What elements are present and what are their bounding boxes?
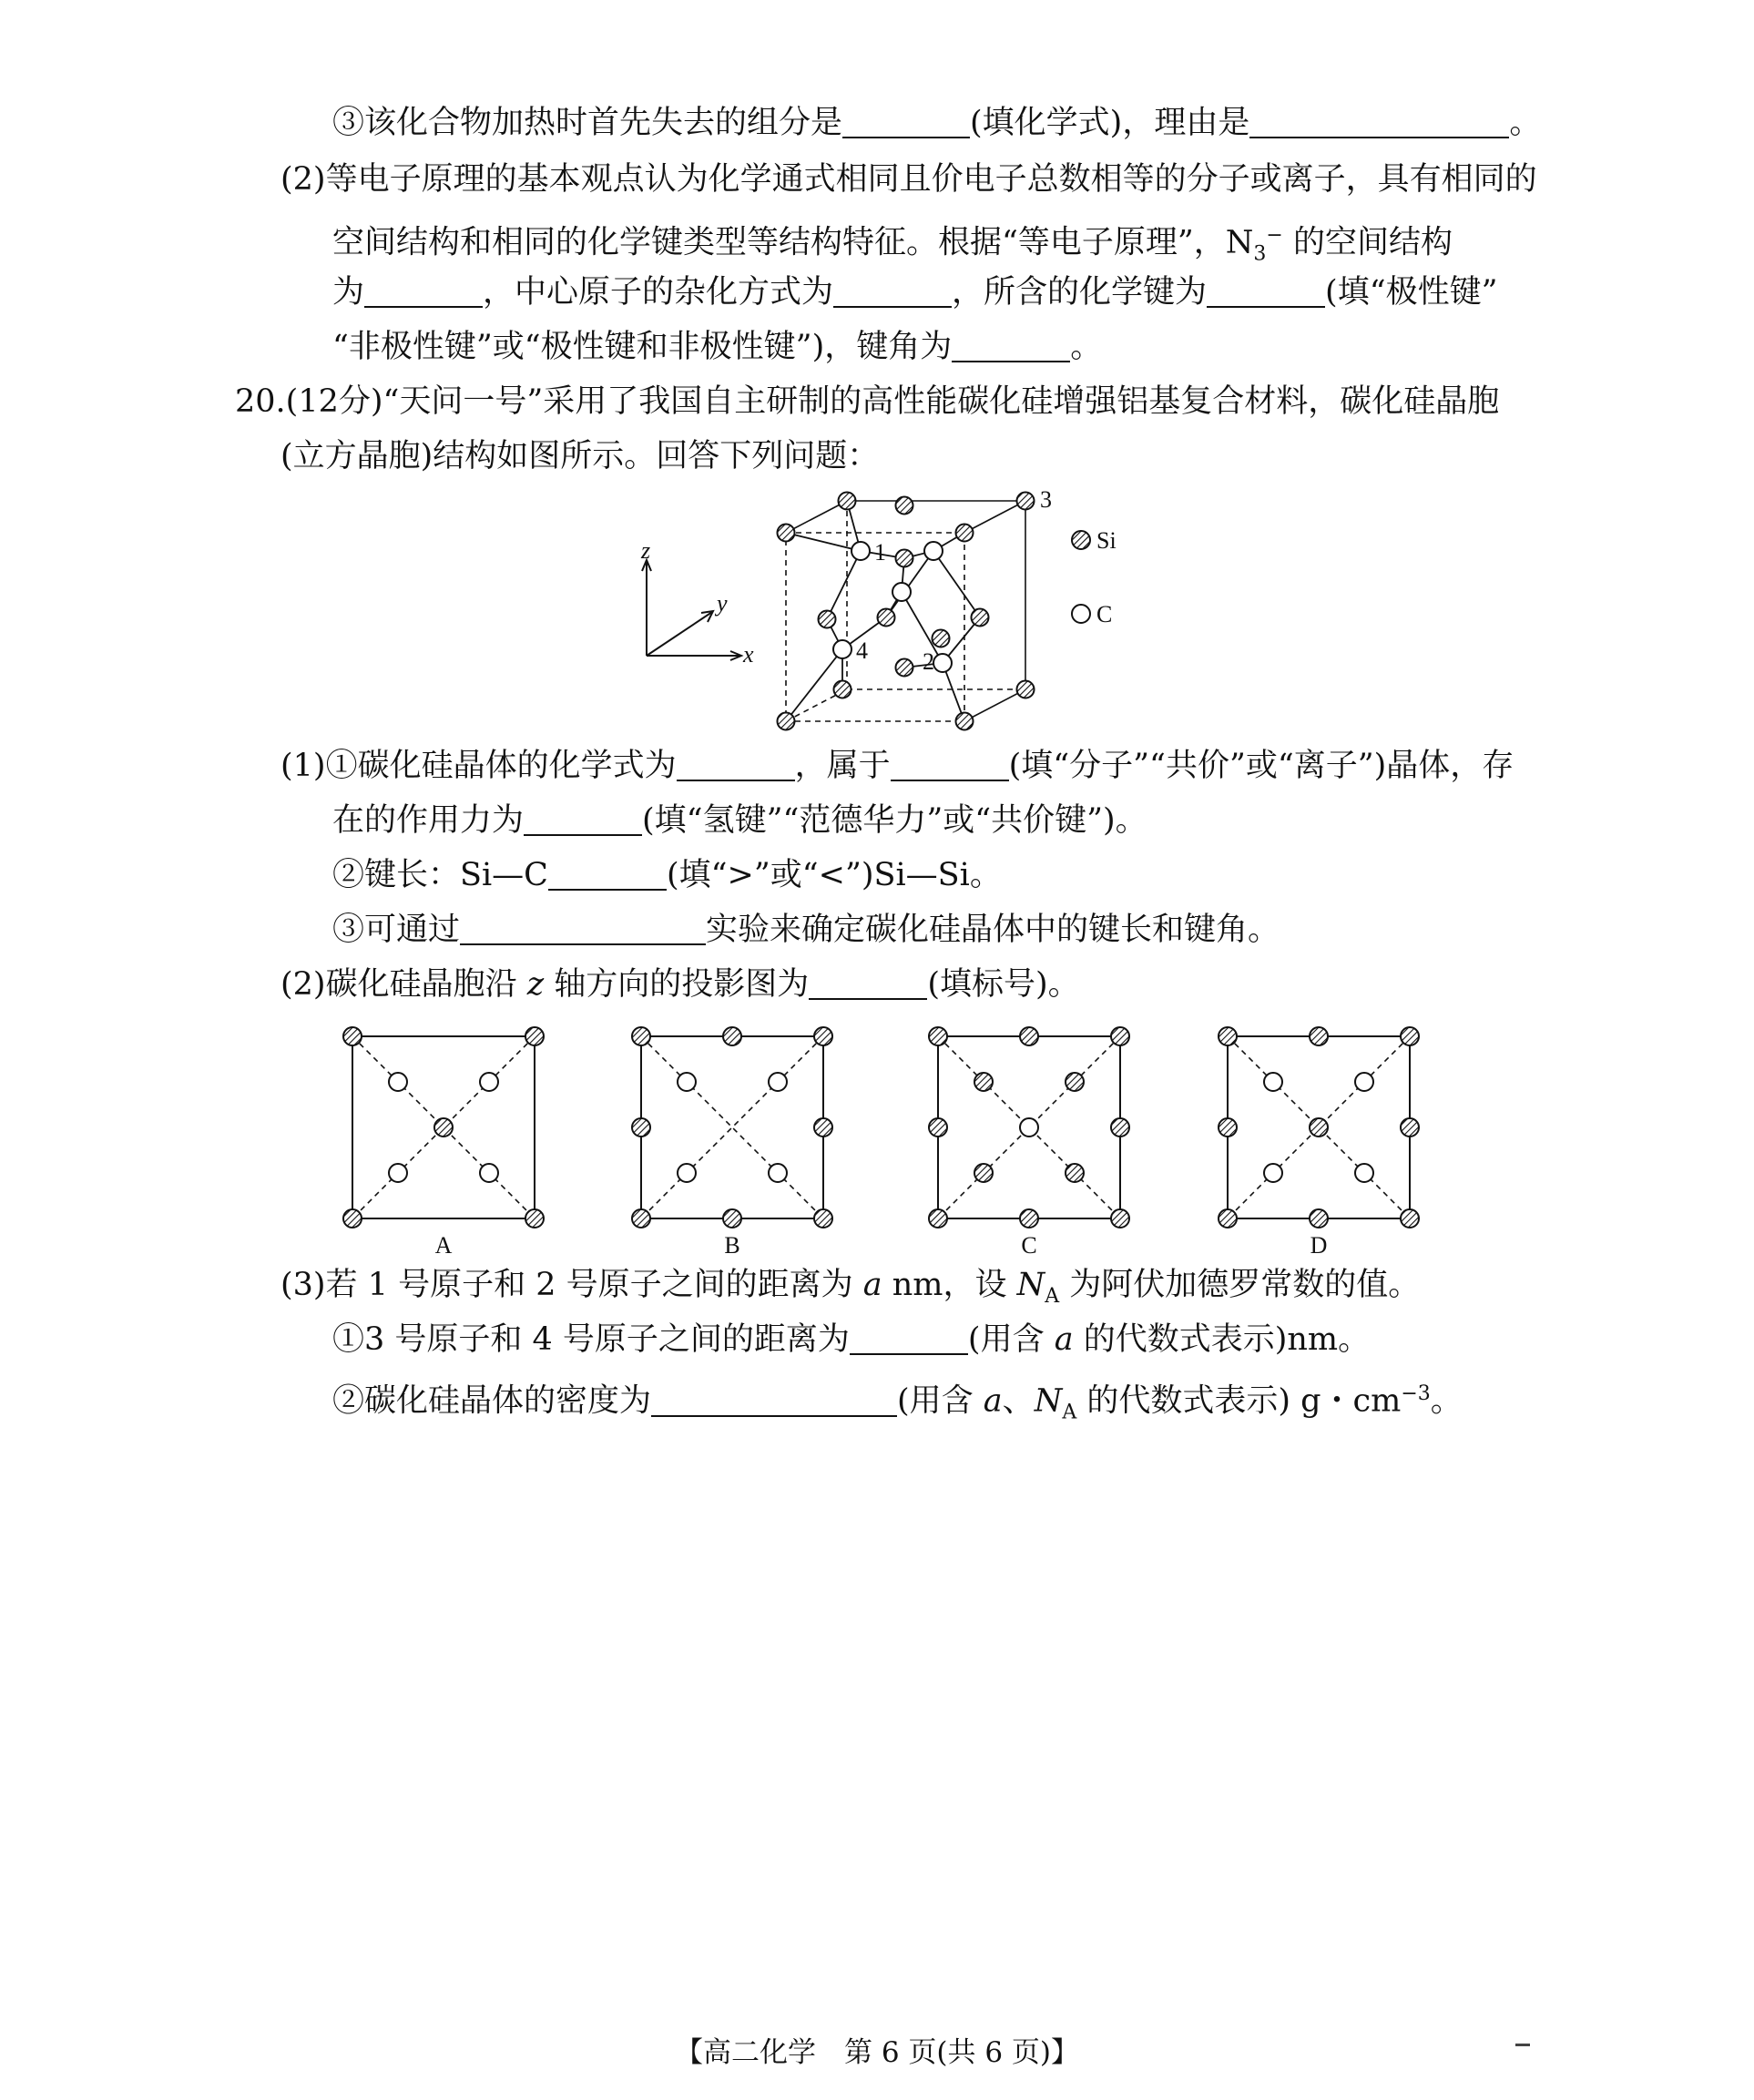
subscript: 3 (1253, 242, 1267, 266)
q20-part2-text: (填标号)。 (927, 966, 1080, 1003)
subscript: A (1062, 1401, 1077, 1424)
q20-part3-line1 (280, 1264, 1420, 1318)
q20-part3-text: nm，设 (882, 1267, 1017, 1303)
legend-c-label: C (1096, 601, 1113, 627)
q19-part2-text: ，中心原子的杂化方式为 (483, 274, 834, 311)
q19-part2-text: 的空间结构 (1282, 224, 1453, 261)
option-a-label: A (434, 1232, 453, 1259)
answer-blank[interactable] (850, 1322, 968, 1355)
option-c-diagram (929, 1027, 1129, 1228)
answer-blank[interactable] (651, 1384, 897, 1417)
q20-part3-text: 为阿伏加德罗常数的值。 (1059, 1267, 1421, 1303)
q20-part1-text: ，属于 (794, 748, 891, 784)
q20-part2-line (280, 963, 1080, 1005)
axis-symbol: z (526, 966, 545, 1003)
option-d-label: D (1310, 1232, 1328, 1259)
si-atoms (778, 493, 1035, 730)
axis-y-label: y (717, 590, 728, 617)
q19-part2-line1 (280, 158, 1537, 200)
q19-part2-text: 。 (1070, 329, 1103, 365)
q20-part2-text: (2)碳化硅晶胞沿 (280, 966, 527, 1003)
q20-part3-text: 、 (1002, 1382, 1035, 1420)
option-c-label: C (1021, 1232, 1037, 1259)
atom-label-3: 3 (1040, 487, 1052, 513)
subscript: A (1045, 1285, 1060, 1308)
q19-part2-text: (填“极性键” (1325, 274, 1498, 311)
variable-a: a (983, 1382, 1003, 1420)
q19-part2-text: 为 (332, 274, 365, 311)
atom-label-1: 1 (874, 539, 886, 566)
legend-si-label: Si (1096, 527, 1117, 554)
superscript: −3 (1401, 1382, 1431, 1405)
answer-blank[interactable] (677, 749, 795, 781)
q20-part1-line2 (332, 800, 1147, 841)
option-d-diagram (1219, 1027, 1419, 1228)
answer-blank[interactable] (364, 275, 483, 308)
q20-part1-text: (填“>”或“<”)Si—Si。 (666, 857, 1002, 893)
q20-part3-text: ②碳化硅晶体的密度为 (332, 1382, 652, 1420)
q20-part1-text: ③可通过 (332, 912, 461, 948)
q20-part1-text: (1)①碳化硅晶体的化学式为 (280, 748, 677, 784)
answer-blank[interactable] (1207, 275, 1325, 308)
q19-sub3-text-b: (填化学式)，理由是 (970, 105, 1250, 141)
q19-sub3-text-c: 。 (1509, 105, 1542, 141)
q20-part3-text: 。 (1430, 1382, 1463, 1420)
q19-part2-line2 (332, 215, 1453, 276)
answer-blank[interactable] (842, 106, 970, 138)
answer-blank[interactable] (891, 749, 1009, 781)
axis-z-label: z (641, 537, 651, 564)
q20-part1-text: ②键长：Si—C (332, 857, 548, 893)
answer-blank[interactable] (460, 912, 706, 945)
answer-blank[interactable] (809, 967, 927, 1000)
legend-si-symbol (1072, 531, 1090, 549)
answer-blank[interactable] (548, 858, 667, 891)
q19-part2-text: “非极性键”或“极性键和非极性键”)，键角为 (332, 329, 953, 365)
projection-options-figure (310, 1018, 1439, 1264)
atom-label-4: 4 (856, 637, 868, 664)
q20-part3-line2 (332, 1319, 1370, 1361)
q20-part3-text: (用含 (967, 1321, 1055, 1358)
q20-part1-text: 在的作用力为 (332, 802, 525, 839)
q20-part2-text: 轴方向的投影图为 (544, 966, 810, 1003)
option-b-label: B (724, 1232, 740, 1259)
sic-unit-cell-figure (628, 487, 1138, 742)
q20-part1-text: (填“氢键”“范德华力”或“共价键”)。 (642, 802, 1147, 839)
option-a-diagram (343, 1027, 544, 1228)
q20-part3-text: 的代数式表示) g・cm (1076, 1382, 1402, 1420)
q19-sub3-line (332, 102, 1541, 144)
q19-part2-text: (2)等电子原理的基本观点认为化学通式相同且价电子总数相等的分子或离子，具有相同的 (280, 161, 1537, 198)
q19-part2-line4 (332, 326, 1102, 368)
q20-part1-line1 (280, 745, 1514, 787)
q20-stem-line1 (235, 381, 1499, 423)
variable-na: N (1016, 1267, 1045, 1303)
q19-sub3-text-a: ③该化合物加热时首先失去的组分是 (332, 105, 843, 141)
q19-part2-text: ，所含的化学键为 (952, 274, 1208, 311)
legend-c-symbol (1072, 605, 1090, 623)
atom-label-2: 2 (923, 648, 934, 675)
q20-part3-line3 (332, 1373, 1463, 1434)
q20-part1-line3 (332, 854, 1002, 896)
q20-stem-line2 (280, 435, 879, 477)
q20-part3-text: (3)若 1 号原子和 2 号原子之间的距离为 (280, 1267, 863, 1303)
q20-part1-text: (填“分子”“共价”或“离子”)晶体，存 (1008, 748, 1514, 784)
answer-blank[interactable] (1249, 106, 1509, 138)
q20-stem-text: 20.(12分)“天问一号”采用了我国自主研制的高性能碳化硅增强铝基复合材料，碳化硅晶胞 (235, 383, 1500, 420)
q20-part3-text: (用含 (897, 1382, 984, 1420)
variable-na: N (1034, 1382, 1063, 1420)
variable-a: a (1054, 1321, 1074, 1358)
page-footer: 【高二化学 第 6 页(共 6 页)】 (674, 2036, 1080, 2069)
q20-part3-text: 的代数式表示)nm。 (1073, 1321, 1371, 1358)
q20-stem-text: (立方晶胞)结构如图所示。回答下列问题： (280, 438, 880, 474)
q20-part3-text: ①3 号原子和 4 号原子之间的距离为 (332, 1321, 850, 1358)
q20-part1-line4 (332, 909, 1280, 951)
axis-x-label: x (743, 641, 754, 668)
answer-blank[interactable] (833, 275, 952, 308)
answer-blank[interactable] (952, 330, 1070, 362)
superscript: − (1266, 224, 1283, 247)
cube-edges (786, 501, 1025, 721)
q19-part2-line3 (332, 271, 1498, 313)
option-b-diagram (632, 1027, 832, 1228)
variable-a: a (862, 1267, 882, 1303)
answer-blank[interactable] (524, 803, 642, 836)
q20-part1-text: 实验来确定碳化硅晶体中的键长和键角。 (706, 912, 1280, 948)
corner-mark (1515, 2044, 1530, 2046)
q19-part2-text: 空间结构和相同的化学键类型等结构特征。根据“等电子原理”，N (332, 224, 1254, 261)
